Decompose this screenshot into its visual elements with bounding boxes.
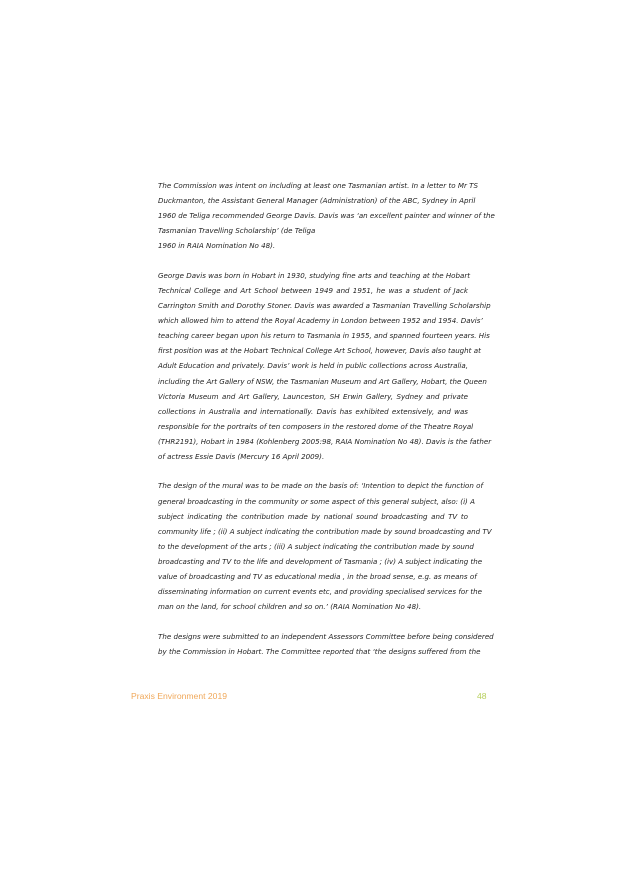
text-line: (THR2191), Hobart in 1984 (Kohlenberg 2005:98, RAIA Nomination No 48). Davis is the father [158,436,492,446]
text-line: Carrington Smith and Dorothy Stoner. Davis was awarded a Tasmanian Travelling Scholarship [158,301,491,311]
text-line: by the Commission in Hobart. The Committee reported that ‘the designs suffered from the [158,646,481,656]
text-line: Tasmanian Travelling Scholarship’ (de Teliga [158,226,316,236]
body-text [158,178,495,673]
text-line: collections in Australia and internationally. Davis has exhibited extensively, and was [158,406,468,416]
paragraph [158,178,495,253]
text-line: including the Art Gallery of NSW, the Tasmanian Museum and Art Gallery, Hobart, the Queen [158,376,487,386]
footer-publication: Praxis Environment 2019 [131,691,228,701]
text-line: of actress Essie Davis (Mercury 16 April 2009). [158,451,325,461]
text-line: The designs were submitted to an independent Assessors Committee before being considered [158,631,494,641]
text-line: The design of the mural was to be made on the basis of: ‘Intention to depict the function of [158,481,483,491]
text-line: to the development of the arts ; (iii) A subject indicating the contribution made by sound [158,541,474,551]
text-line: 1960 in RAIA Nomination No 48). [158,241,276,251]
text-line: value of broadcasting and TV as educational media , in the broad sense, e.g. as means of [158,572,477,582]
text-line: general broadcasting in the community or some aspect of this general subject, also: (i) A [158,496,475,506]
paragraph [158,629,494,659]
text-line: first position was at the Hobart Technical College Art School, however, Davis also taught at [158,346,481,356]
text-line: subject indicating the contribution made by national sound broadcasting and TV to [158,511,468,521]
text-line: The Commission was intent on including at least one Tasmanian artist. In a letter to Mr TS [158,181,478,190]
text-line: which allowed him to attend the Royal Academy in London between 1952 and 1954. Davis’ [158,316,483,326]
text-line: 1960 de Teliga recommended George Davis. Davis was ‘an excellent painter and winner of the [158,211,495,221]
paragraph [158,478,492,614]
text-line: Duckmanton, the Assistant General Manager (Administration) of the ABC, Sydney in April [158,196,476,206]
text-line: broadcasting and TV to the life and development of Tasmania ; (iv) A subject indicating the [158,556,483,566]
footer-page-number: 48 [477,691,487,701]
text-line: community life ; (ii) A subject indicating the contribution made by sound broadcasting and TV [158,526,492,536]
text-line: teaching career began upon his return to Tasmania in 1955, and spanned fourteen years. His [158,331,490,341]
text-line: George Davis was born in Hobart in 1930, studying fine arts and teaching at the Hobart [158,270,471,280]
paragraph [158,268,492,464]
text-line: disseminating information on current events etc, and providing specialised services for the [158,587,483,597]
text-line: Adult Education and privately. Davis’ work is held in public collections across Australia, [158,361,468,371]
text-line: man on the land, for school children and so on.’ (RAIA Nomination No 48). [158,602,422,612]
text-line: Victoria Museum and Art Gallery, Launceston, SH Erwin Gallery, Sydney and private [158,391,468,401]
text-line: Technical College and Art School between 1949 and 1951, he was a student of Jack [158,285,468,295]
text-line: responsible for the portraits of ten composers in the restored dome of the Theatre Royal [158,421,474,431]
